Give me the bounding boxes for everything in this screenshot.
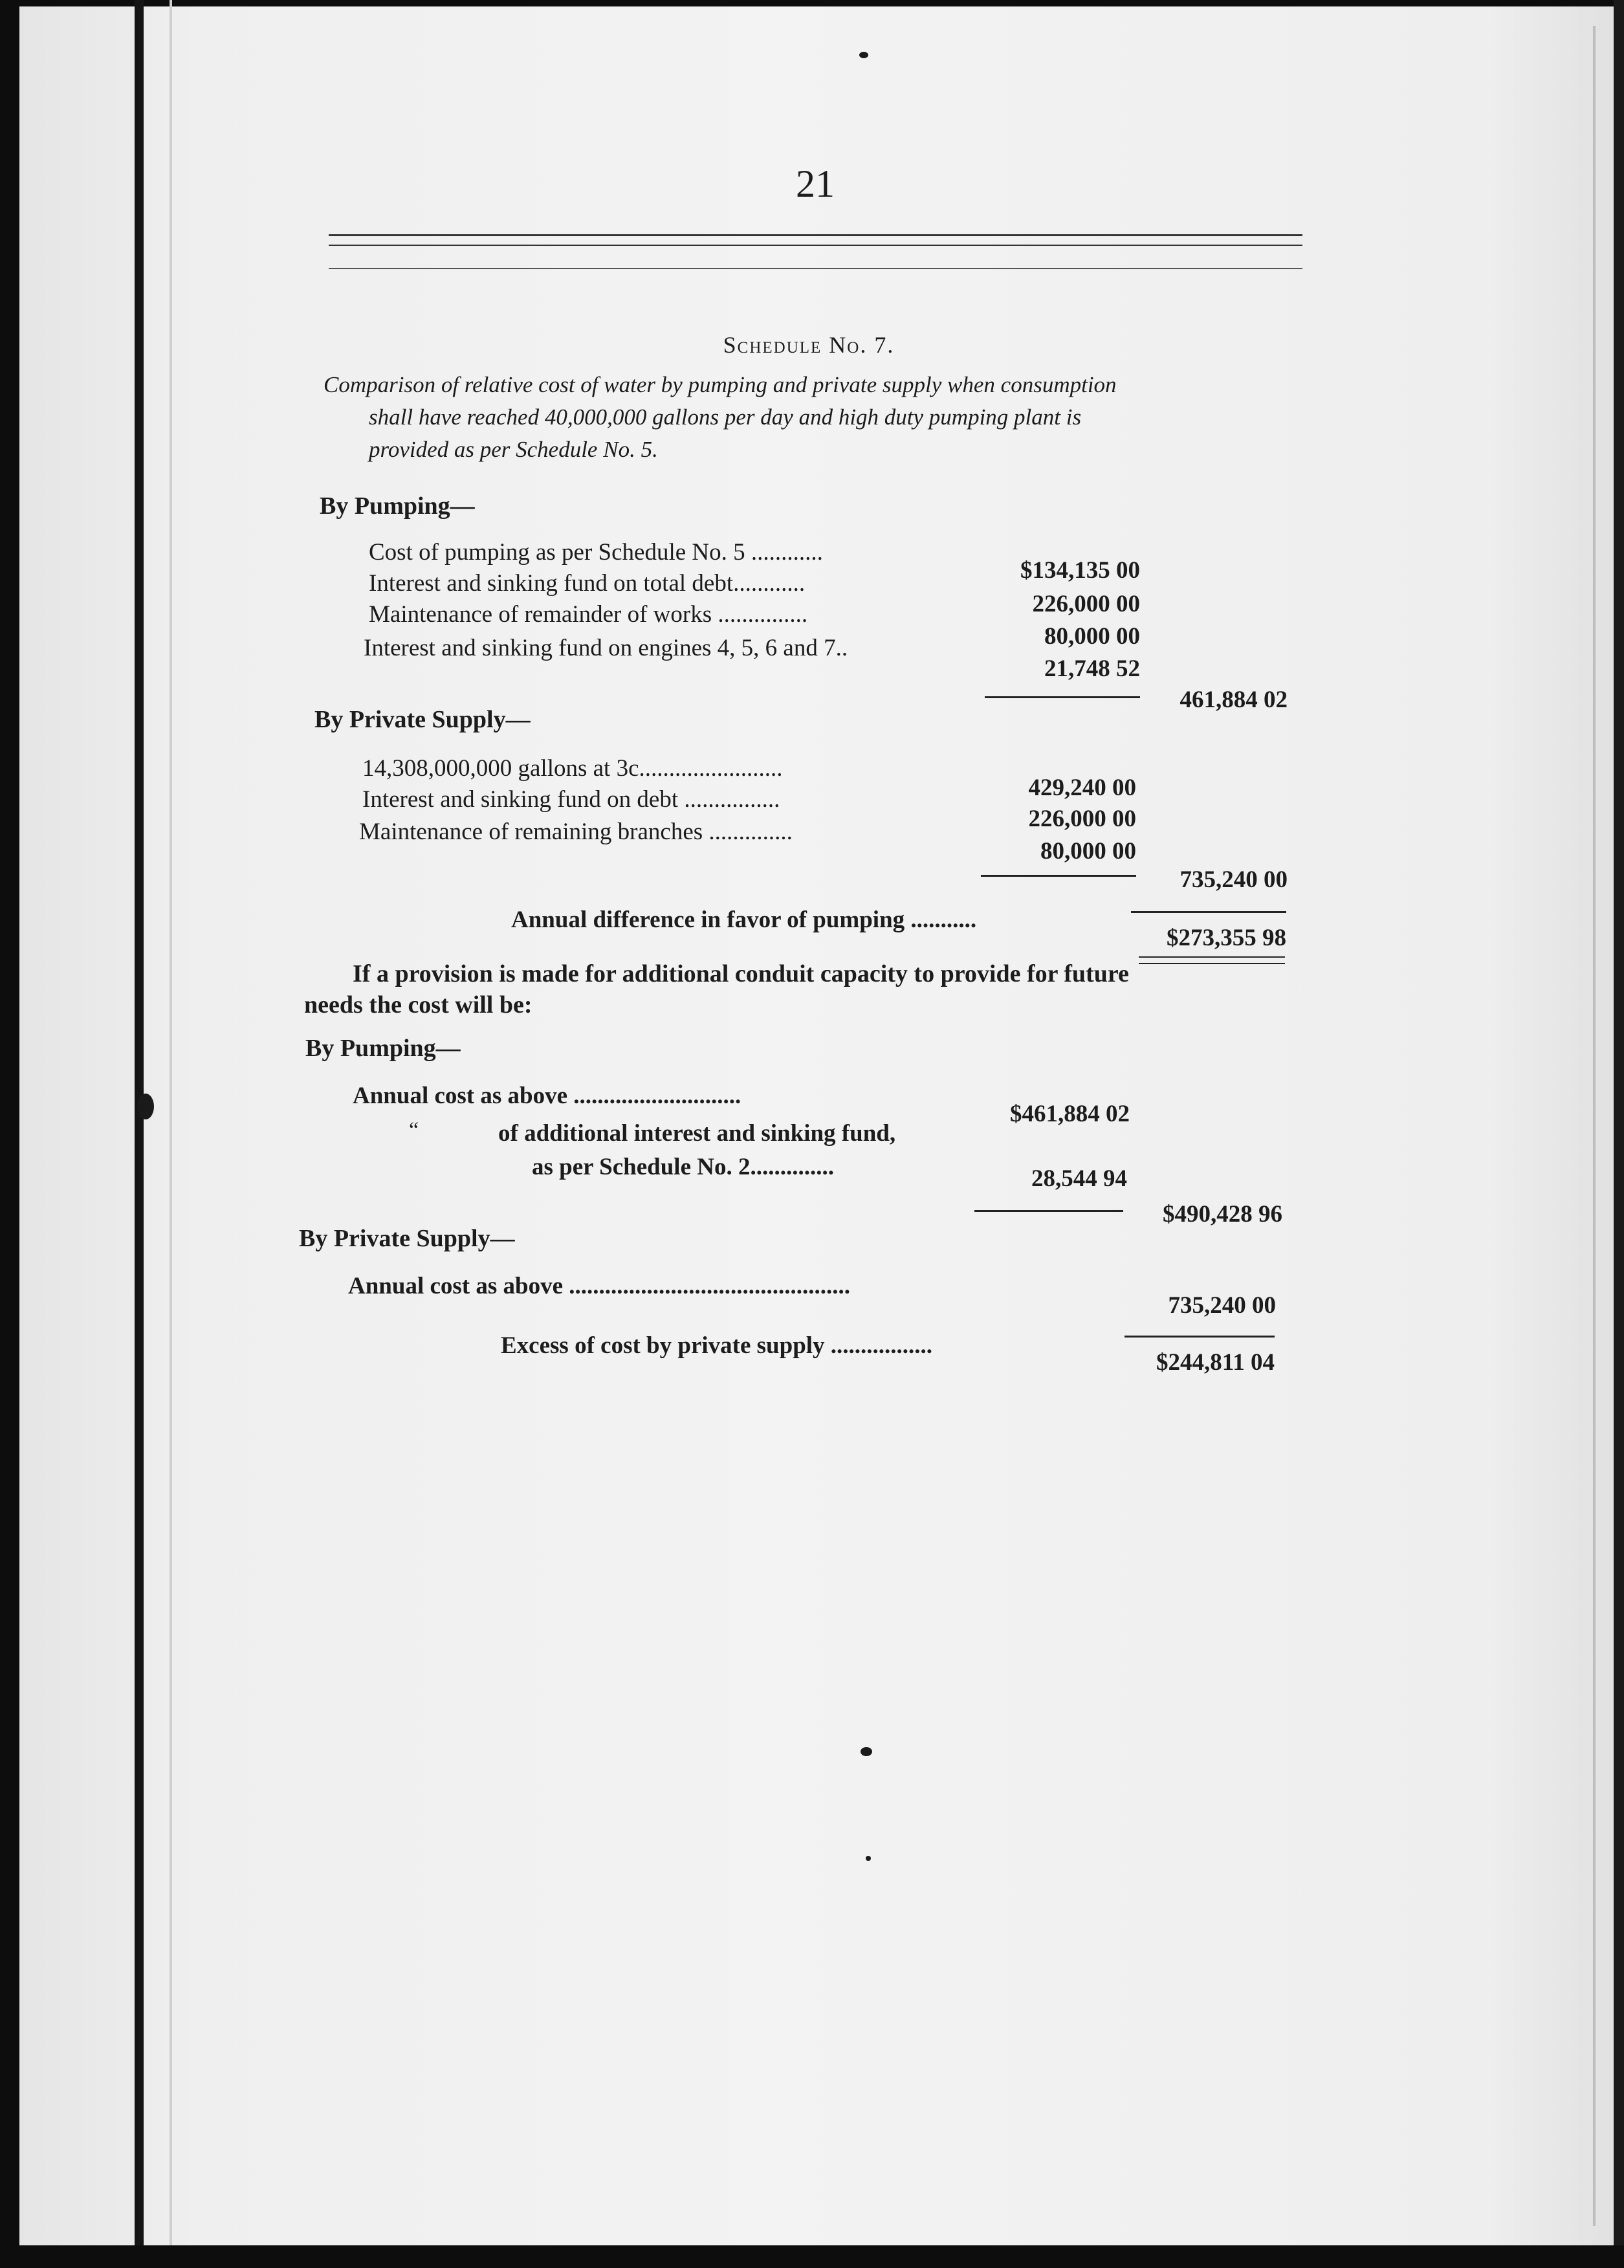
- private-item-label: Interest and sinking fund on debt ................: [362, 786, 780, 813]
- header-rule-middle: [329, 245, 1302, 246]
- schedule-title: [582, 331, 1035, 358]
- future-pumping-total: $490,428 96: [1163, 1201, 1282, 1228]
- excess-top-rule: [1125, 1336, 1275, 1338]
- binding-edge: [135, 0, 144, 2245]
- subtitle-line-2: shall have reached 40,000,000 gallons per day and high duty pumping plant is: [369, 404, 1082, 430]
- by-pumping-heading: By Pumping—: [320, 492, 475, 520]
- future-pumping-heading: By Pumping—: [305, 1035, 461, 1062]
- pumping-item-label: Maintenance of remainder of works ...............: [369, 601, 808, 628]
- ink-speck: [859, 52, 868, 58]
- page-number: 21: [796, 162, 835, 205]
- page-edge-right: [1593, 26, 1596, 2226]
- private-item-amount: 429,240 00: [1028, 775, 1136, 801]
- schedule-subtitle: [324, 369, 1307, 466]
- future-pumping-line3-label: as per Schedule No. 2..............: [532, 1154, 834, 1180]
- pumping-item-label: Interest and sinking fund on total debt............: [369, 570, 806, 597]
- pumping-item-label: Cost of pumping as per Schedule No. 5 ............: [369, 539, 823, 566]
- difference-top-rule: [1131, 911, 1286, 913]
- future-pumping-rule: [974, 1210, 1123, 1212]
- schedule-title-text: Schedule No. 7.: [723, 332, 895, 358]
- subtitle-line-1: Comparison of relative cost of water by pumping and private supply when consumption: [324, 372, 1117, 397]
- annual-difference-amount: $273,355 98: [1167, 925, 1286, 951]
- private-item-amount: 80,000 00: [1040, 838, 1136, 864]
- future-pumping-line3-amount: 28,544 94: [1031, 1165, 1127, 1192]
- by-private-supply-heading: By Private Supply—: [314, 706, 531, 733]
- header-rule-bottom: [329, 268, 1302, 269]
- private-item-label: 14,308,000,000 gallons at 3c........................: [362, 755, 783, 782]
- provision-line-1: If a provision is made for additional conduit capacity to provide for future: [353, 960, 1129, 987]
- future-pumping-line2-label: of additional interest and sinking fund,: [498, 1120, 896, 1147]
- scan-border-right: [1614, 0, 1624, 2268]
- future-private-supply-heading: By Private Supply—: [299, 1225, 515, 1252]
- private-item-amount: 226,000 00: [1028, 806, 1136, 832]
- subtitle-line-3: provided as per Schedule No. 5.: [369, 437, 658, 462]
- private-total: 735,240 00: [1180, 866, 1288, 893]
- excess-label: Excess of cost by private supply .................: [501, 1332, 933, 1359]
- scan-border-left: [0, 0, 19, 2268]
- future-private-line-label: Annual cost as above ...............................................: [348, 1273, 851, 1299]
- future-pumping-line1-amount: $461,884 02: [1010, 1101, 1130, 1127]
- provision-line-2: needs the cost will be:: [304, 991, 532, 1018]
- future-pumping-line1-label: Annual cost as above ............................: [353, 1083, 741, 1109]
- scan-border-top: [0, 0, 1624, 6]
- pumping-item-amount: 21,748 52: [1044, 655, 1140, 682]
- annual-difference-label: Annual difference in favor of pumping ...........: [511, 907, 977, 933]
- binding-shadow: [170, 0, 172, 2245]
- binding-mark: [137, 1094, 154, 1119]
- scan-border-bottom: [0, 2245, 1624, 2268]
- difference-rule-2: [1139, 963, 1285, 964]
- pumping-item-amount: 226,000 00: [1032, 591, 1140, 617]
- pumping-total: 461,884 02: [1180, 687, 1288, 713]
- pumping-item-label: Interest and sinking fund on engines 4, 5, 6 and 7..: [364, 635, 848, 661]
- ink-speck: [861, 1747, 872, 1756]
- pumping-item-amount: 80,000 00: [1044, 623, 1140, 650]
- excess-amount: $244,811 04: [1156, 1349, 1275, 1376]
- pumping-item-amount: $134,135 00: [1020, 557, 1140, 584]
- ditto-mark: “: [409, 1118, 419, 1142]
- ink-speck: [866, 1856, 871, 1861]
- private-item-label: Maintenance of remaining branches ..............: [359, 819, 793, 845]
- difference-rule-1: [1139, 956, 1285, 958]
- future-private-line-amount: 735,240 00: [1168, 1292, 1276, 1319]
- header-rule-top: [329, 234, 1302, 236]
